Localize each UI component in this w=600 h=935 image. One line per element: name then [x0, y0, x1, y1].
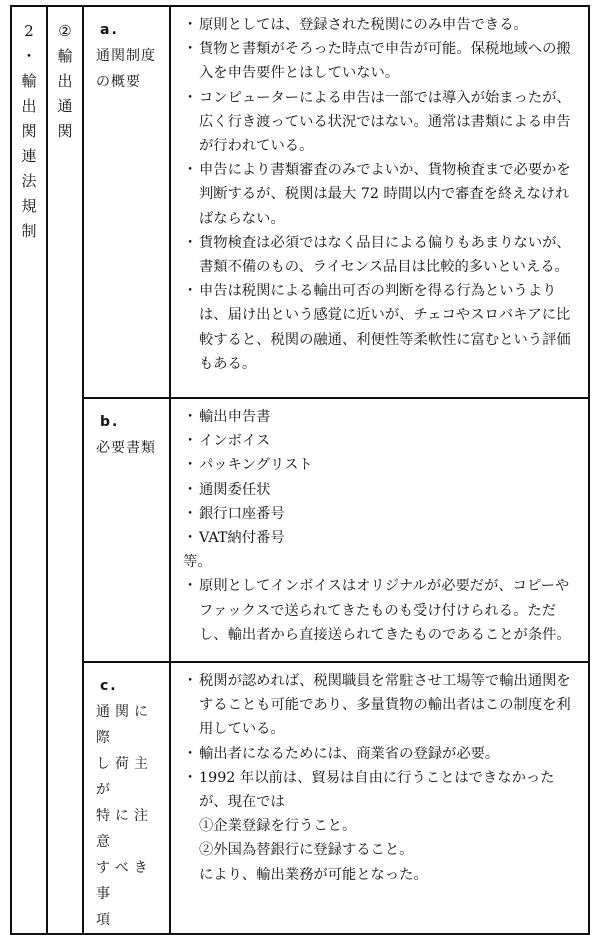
- bullet-mark: ・: [183, 234, 198, 251]
- bullet-mark: ・: [183, 578, 198, 595]
- bullet-mark: ・: [183, 481, 198, 498]
- section-char: 連: [21, 147, 37, 165]
- row-b: [11, 398, 589, 662]
- bullet-text: 通関委任状: [199, 481, 271, 498]
- bullet-item: [183, 453, 580, 477]
- bullet-text: 1992 年以前は、貿易は自由に行うことはできなかったが、現在では: [199, 769, 555, 811]
- subsection-cell: [47, 6, 83, 934]
- row-c: [11, 662, 589, 934]
- section-char: 規: [21, 197, 37, 215]
- bullet-mark: ・: [183, 505, 198, 522]
- bullet-text: 税関が認めれば、税関職員を常駐させ工場等で輸出通関をすることも可能であり、多量貨物の輸出者はこの制度を利用している。: [199, 673, 571, 738]
- condition-line: ①企業登録を行うこと。: [199, 818, 357, 835]
- topic-title-line: すべき事: [96, 860, 153, 902]
- bullet-item: [183, 405, 580, 429]
- bullet-mark: ・: [183, 409, 198, 425]
- bullet-mark: ・: [183, 673, 198, 689]
- subsection-char: 関: [57, 122, 73, 140]
- topic-title-line: の概要: [96, 74, 141, 90]
- content-c: [171, 663, 588, 887]
- bullet-item: [183, 86, 580, 159]
- bullet-item: [183, 742, 580, 766]
- topic-title-line: 特に注意: [96, 808, 153, 850]
- section-char: ・: [21, 47, 37, 65]
- bullet-text: 申告により書類審査のみでよいか、貨物検査まで必要かを判断するが、税関は最大 72 時間以内で審査を終えなければならない。: [199, 162, 571, 227]
- subsection-char: ②: [58, 22, 72, 40]
- topic-letter: b.: [100, 414, 120, 430]
- bullet-text: 申告は税関による輸出可否の判断を得る行為というよりは、届け出という感覚に近いが、チェコやスロバキアに比較すると、税関の融通、利便性等柔軟性に富むという評価もある。: [199, 283, 571, 372]
- content-cell-b: [170, 398, 589, 662]
- regulations-table: [10, 5, 590, 935]
- bullet-item: [183, 502, 580, 526]
- content-a: [171, 7, 588, 376]
- section-char: 出: [21, 97, 37, 115]
- bullet-item: [183, 158, 580, 231]
- bullet-mark: ・: [183, 283, 198, 300]
- bullet-text: 原則としては、登録された税関にのみ申告できる。: [199, 17, 528, 33]
- topic-b: [84, 399, 169, 461]
- subsection-char: 出: [57, 72, 73, 90]
- etc-text: 等。: [183, 554, 212, 571]
- section-char: 制: [21, 222, 37, 240]
- bullet-text: 輸出者になるためには、商業省の登録が必要。: [199, 745, 500, 762]
- bullet-text: 輸出申告書: [199, 409, 271, 425]
- bullet-mark: ・: [183, 433, 198, 450]
- bullet-item: [183, 574, 580, 647]
- bullet-text: インボイス: [199, 433, 271, 450]
- bullet-text: 貨物と書類がそろった時点で申告が可能。保税地域への搬入を申告要件とはしていない。: [199, 41, 571, 82]
- topic-cell-a: [83, 6, 170, 398]
- topic-title-line: 項: [96, 912, 115, 928]
- topic-letter: a.: [100, 22, 119, 38]
- bullet-item: [183, 37, 580, 85]
- topic-title-line: 通関制度: [96, 48, 156, 64]
- bullet-item: [183, 429, 580, 453]
- bullet-item: [183, 279, 580, 376]
- topic-title-line: 通関に際: [96, 704, 153, 746]
- bullet-item: [183, 478, 580, 502]
- bullet-item: [183, 13, 580, 37]
- bullet-mark: ・: [183, 457, 198, 474]
- section-char: 輸: [21, 72, 37, 90]
- bullet-text: 原則としてインボイスはオリジナルが必要だが、コピーやファックスで送られてきたものも受け付けられる。ただし、輸出者から直接送られてきたものであることが条件。: [199, 578, 571, 643]
- condition-line: ②外国為替銀行に登録すること。: [199, 842, 414, 859]
- bullet-mark: ・: [183, 89, 198, 106]
- section-char: 関: [21, 122, 37, 140]
- bullet-mark: ・: [183, 769, 198, 786]
- bullet-mark: ・: [183, 745, 198, 762]
- bullet-mark: ・: [183, 41, 198, 58]
- content-cell-c: [170, 662, 589, 934]
- bullet-mark: ・: [183, 162, 198, 179]
- bullet-item: [183, 766, 580, 814]
- bullet-text: 貨物検査は必須ではなく品目による偏りもあまりないが、書類不備のもの、ライセンス品目は比較的多いといえる。: [199, 234, 571, 276]
- topic-cell-b: [83, 398, 170, 662]
- bullet-text: VAT納付番号: [199, 530, 285, 547]
- bullet-mark: ・: [183, 17, 198, 33]
- bullet-item: [183, 526, 580, 550]
- subsection-char: 通: [57, 97, 73, 115]
- topic-title-line: 必要書類: [96, 440, 156, 456]
- topic-letter: c.: [100, 678, 118, 694]
- bullet-item: [183, 669, 580, 742]
- content-b: [171, 399, 588, 647]
- section-cell: [11, 6, 47, 934]
- topic-cell-c: [83, 662, 170, 934]
- subsection-heading: [48, 7, 82, 144]
- topic-title-line: し荷主が: [96, 756, 153, 798]
- topic-c: [84, 663, 169, 933]
- section-heading: [12, 7, 46, 244]
- bullet-text: パッキングリスト: [199, 457, 313, 474]
- bullet-mark: ・: [183, 530, 198, 547]
- section-char: 2: [24, 22, 34, 40]
- bullet-text: コンピューターによる申告は一部では導入が始まったが、広く行き渡っている状況ではない。通常は書類による申告が行われている。: [199, 89, 571, 155]
- bullet-item: [183, 231, 580, 279]
- subsection-char: 輸: [57, 47, 73, 65]
- section-char: 法: [21, 172, 37, 190]
- content-cell-a: [170, 6, 589, 398]
- bullet-text: 銀行口座番号: [199, 505, 285, 522]
- condition-line: により、輸出業務が可能となった。: [199, 866, 428, 883]
- row-a: [11, 6, 589, 398]
- topic-a: [84, 7, 169, 95]
